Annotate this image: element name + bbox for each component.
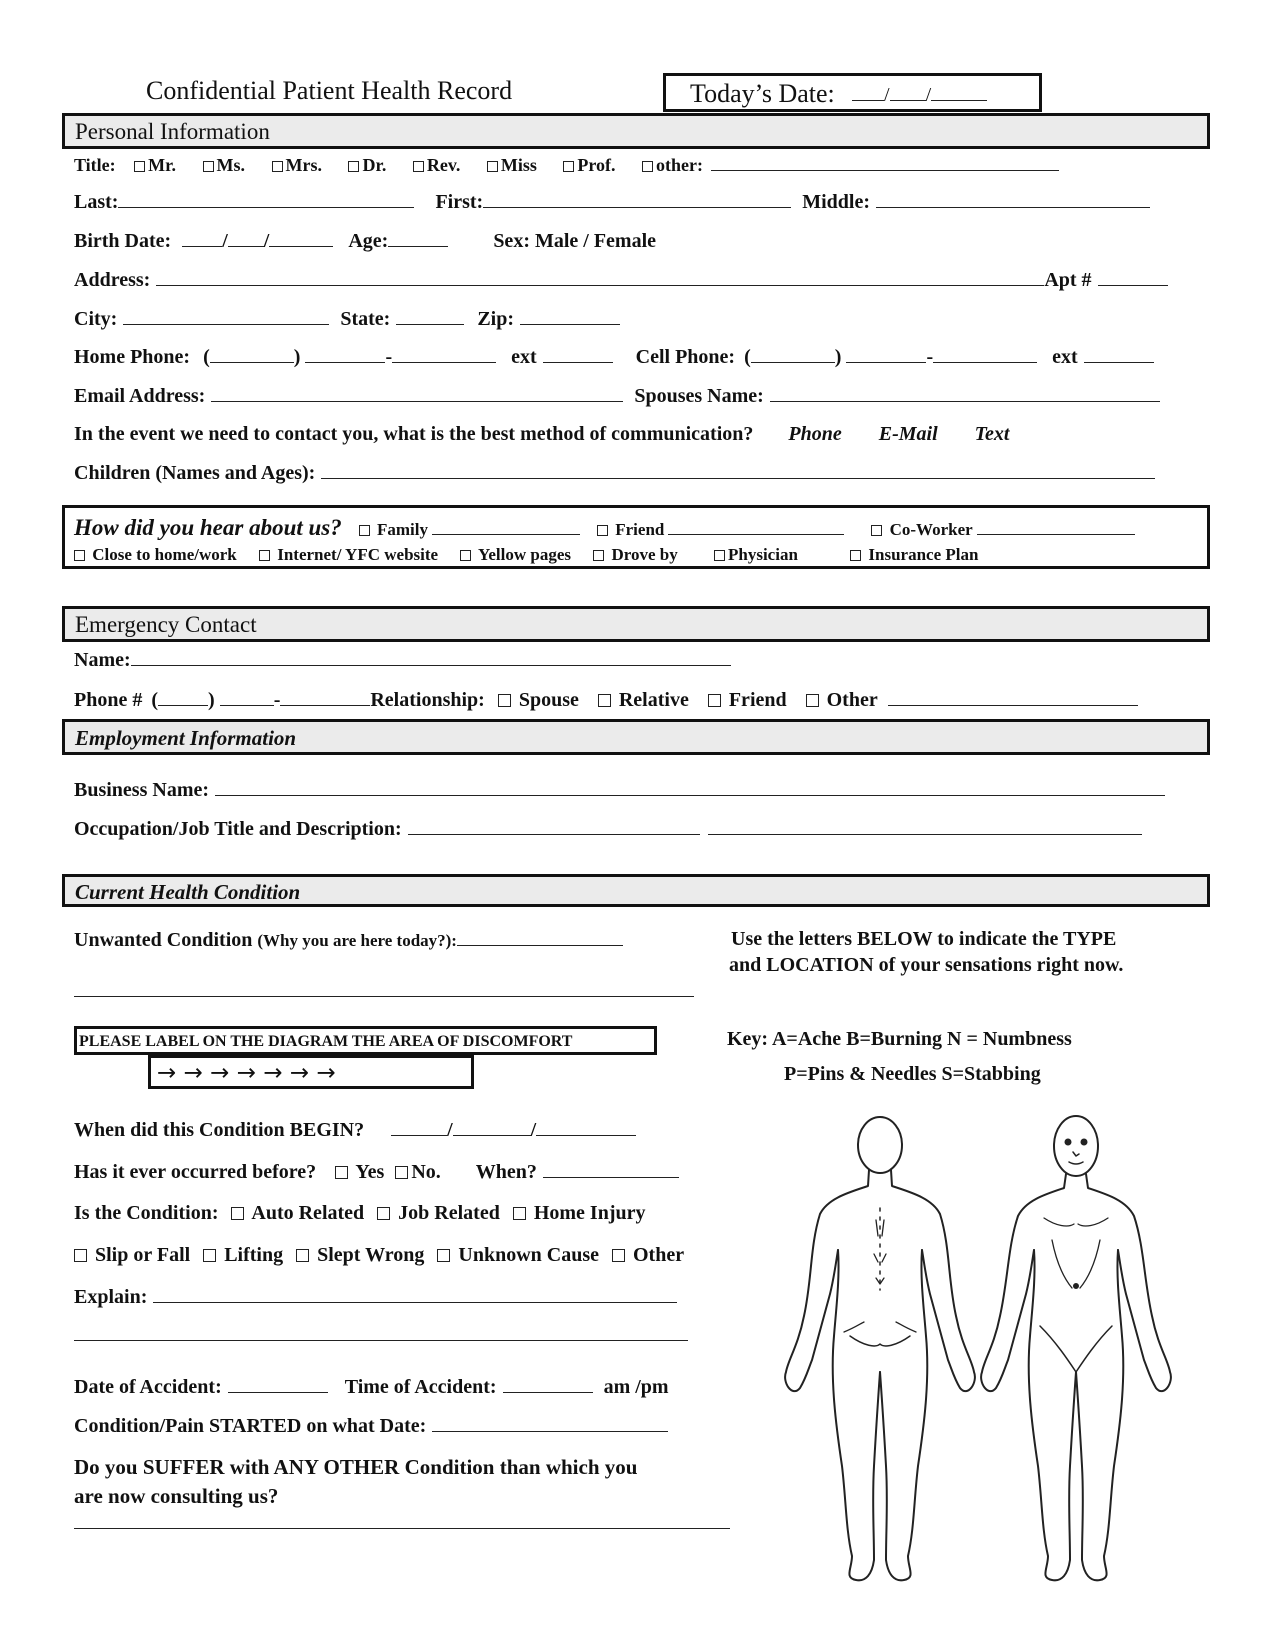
- business-row: Business Name:: [74, 778, 1165, 802]
- cond-job-checkbox[interactable]: Job Related: [377, 1202, 500, 1224]
- started-row: Condition/Pain STARTED on what Date:: [74, 1414, 668, 1438]
- occurred-when-field[interactable]: [543, 1160, 679, 1178]
- title-mr-checkbox[interactable]: Mr.: [134, 155, 176, 175]
- referral-coworker-field[interactable]: [977, 517, 1135, 535]
- instruction-line-1: Use the letters BELOW to indicate the TYPE: [731, 928, 1117, 950]
- birth-row: Birth Date: / / Age: Sex: Male / Female: [74, 230, 657, 252]
- emergency-name-row: Name:: [74, 648, 731, 672]
- spouse-name-field[interactable]: [770, 384, 1160, 402]
- section-emergency-contact: Emergency Contact: [62, 606, 1210, 642]
- occurred-row: Has it ever occurred before? Yes No. When?: [74, 1160, 679, 1184]
- todays-date-label: Today’s Date:: [690, 79, 835, 108]
- body-back-figure: [785, 1117, 975, 1580]
- business-name-field[interactable]: [215, 778, 1165, 796]
- rel-friend-checkbox[interactable]: Friend: [708, 689, 787, 711]
- birth-date-field[interactable]: / /: [176, 230, 333, 252]
- children-row: Children (Names and Ages):: [74, 461, 1155, 485]
- referral-friend-checkbox[interactable]: Friend: [597, 520, 664, 539]
- referral-family-checkbox[interactable]: Family: [359, 520, 428, 539]
- explain-field[interactable]: [153, 1285, 677, 1303]
- cell-phone-field[interactable]: ( ) -: [744, 346, 1037, 368]
- occupation-field-1[interactable]: [408, 817, 700, 835]
- time-accident-field[interactable]: [503, 1375, 593, 1393]
- begin-date-field[interactable]: / /: [391, 1119, 636, 1141]
- key-line-1: Key: A=Ache B=Burning N = Numbness: [727, 1028, 1072, 1050]
- referral-physician-checkbox[interactable]: Physician: [714, 545, 798, 564]
- address-row: Address: Apt #: [74, 268, 1168, 292]
- body-diagram[interactable]: [780, 1110, 1180, 1590]
- title-other-field[interactable]: [711, 153, 1059, 171]
- arrows-icon: → → → → → → →: [157, 1060, 336, 1086]
- occurred-no-checkbox[interactable]: No.: [395, 1161, 440, 1183]
- explain-row: Explain:: [74, 1285, 677, 1309]
- cond-slept-checkbox[interactable]: Slept Wrong: [296, 1244, 424, 1266]
- city-field[interactable]: [123, 307, 329, 325]
- instruction-line-2: and LOCATION of your sensations right now.: [729, 954, 1124, 976]
- referral-yellowpages-checkbox[interactable]: Yellow pages: [460, 545, 571, 564]
- emergency-phone-row: Phone # ( ) - Relationship: Spouse Relative Friend Other: [74, 688, 1138, 712]
- referral-friend-field[interactable]: [668, 517, 844, 535]
- body-front-figure: [981, 1116, 1171, 1580]
- emergency-name-field[interactable]: [131, 648, 731, 666]
- rel-other-field[interactable]: [888, 688, 1138, 706]
- begin-row: When did this Condition BEGIN? / /: [74, 1118, 636, 1142]
- title-miss-checkbox[interactable]: Miss: [487, 155, 537, 175]
- ampm-option[interactable]: am /pm: [603, 1376, 669, 1398]
- name-row: Last: First: Middle:: [74, 190, 1150, 214]
- referral-row-1: How did you hear about us? Family Friend Co-Worker: [74, 515, 1135, 541]
- contact-email-option[interactable]: E-Mail: [878, 423, 938, 445]
- zip-field[interactable]: [520, 307, 620, 325]
- section-employment-information: Employment Information: [62, 719, 1210, 755]
- section-current-health-condition: Current Health Condition: [62, 874, 1210, 907]
- contact-text-option[interactable]: Text: [974, 423, 1010, 445]
- title-rev-checkbox[interactable]: Rev.: [413, 155, 461, 175]
- children-field[interactable]: [321, 461, 1155, 479]
- todays-date-field[interactable]: / /: [852, 83, 987, 107]
- middle-name-field[interactable]: [876, 190, 1150, 208]
- suffer-line-2: are now consulting us?: [74, 1484, 279, 1508]
- rel-other-checkbox[interactable]: Other: [806, 689, 878, 711]
- accident-row: Date of Accident: Time of Accident: am /pm: [74, 1376, 669, 1398]
- arrows-box: [148, 1055, 474, 1089]
- unwanted-row: Unwanted Condition (Why you are here today?):: [74, 928, 623, 952]
- cond-slip-checkbox[interactable]: Slip or Fall: [74, 1244, 190, 1266]
- referral-coworker-checkbox[interactable]: Co-Worker: [871, 520, 972, 539]
- home-ext-field[interactable]: [543, 345, 613, 363]
- condition-type-row-2: [74, 1244, 684, 1267]
- email-field[interactable]: [211, 384, 623, 402]
- explain-field-line-2[interactable]: [74, 1340, 688, 1341]
- date-accident-field[interactable]: [228, 1375, 328, 1393]
- title-ms-checkbox[interactable]: Ms.: [203, 155, 246, 175]
- state-field[interactable]: [396, 307, 464, 325]
- referral-row-2: [74, 545, 978, 565]
- contact-method-row: In the event we need to contact you, what is the best method of communication? Phone E-Mail Text: [74, 423, 1010, 445]
- title-prof-checkbox[interactable]: Prof.: [563, 155, 615, 175]
- emergency-phone-field[interactable]: ( ) -: [151, 689, 370, 711]
- rel-relative-checkbox[interactable]: Relative: [598, 689, 689, 711]
- referral-droveby-checkbox[interactable]: Drove by: [593, 545, 678, 564]
- home-phone-field[interactable]: ( ) -: [203, 346, 496, 368]
- title-dr-checkbox[interactable]: Dr.: [348, 155, 386, 175]
- title-other-checkbox[interactable]: other:: [642, 155, 703, 175]
- referral-family-field[interactable]: [432, 517, 580, 535]
- cell-ext-field[interactable]: [1084, 345, 1154, 363]
- apt-field[interactable]: [1098, 268, 1168, 286]
- title-mrs-checkbox[interactable]: Mrs.: [272, 155, 322, 175]
- first-name-field[interactable]: [483, 190, 791, 208]
- form-title: Confidential Patient Health Record: [146, 76, 513, 105]
- referral-close-checkbox[interactable]: Close to home/work: [74, 545, 237, 564]
- key-line-2: P=Pins & Needles S=Stabbing: [784, 1063, 1041, 1085]
- occupation-row: Occupation/Job Title and Description:: [74, 817, 1142, 841]
- city-row: City: State: Zip:: [74, 307, 620, 331]
- phone-row: Home Phone: ( ) - ext Cell Phone: ( ) - ext: [74, 345, 1154, 369]
- label-diagram-box: PLEASE LABEL ON THE DIAGRAM THE AREA OF DISCOMFORT: [74, 1026, 657, 1055]
- cond-auto-checkbox[interactable]: Auto Related: [231, 1202, 364, 1224]
- unwanted-field-line-2[interactable]: [74, 996, 694, 997]
- started-date-field[interactable]: [432, 1414, 668, 1432]
- unwanted-field[interactable]: [457, 928, 623, 946]
- title-row: Title: Mr. Ms. Mrs. Dr. Rev. Miss Prof. other:: [74, 153, 1059, 176]
- cond-home-checkbox[interactable]: Home Injury: [513, 1202, 646, 1224]
- suffer-line-1: Do you SUFFER with ANY OTHER Condition than which you: [74, 1455, 638, 1479]
- occurred-yes-checkbox[interactable]: Yes: [335, 1161, 384, 1183]
- cond-lifting-checkbox[interactable]: Lifting: [203, 1244, 283, 1266]
- sex-options[interactable]: Sex: Male / Female: [493, 230, 657, 252]
- referral-insurance-checkbox[interactable]: Insurance Plan: [850, 545, 978, 564]
- email-row: Email Address: Spouses Name:: [74, 384, 1160, 408]
- suffer-field[interactable]: [74, 1528, 730, 1529]
- section-heading: Personal Information: [75, 119, 270, 144]
- age-field[interactable]: [388, 229, 448, 247]
- address-field[interactable]: [156, 268, 1044, 286]
- cond-unknown-checkbox[interactable]: Unknown Cause: [437, 1244, 599, 1266]
- occupation-field-2[interactable]: [708, 817, 1142, 835]
- referral-internet-checkbox[interactable]: Internet/ YFC website: [259, 545, 438, 564]
- condition-type-row-1: Is the Condition: Auto Related Job Related Home Injury: [74, 1202, 646, 1224]
- section-personal-information: [62, 113, 1210, 149]
- contact-phone-option[interactable]: Phone: [788, 423, 842, 445]
- rel-spouse-checkbox[interactable]: Spouse: [498, 689, 579, 711]
- last-name-field[interactable]: [118, 190, 414, 208]
- todays-date-box[interactable]: [663, 73, 1042, 112]
- cond-other-checkbox[interactable]: Other: [612, 1244, 684, 1266]
